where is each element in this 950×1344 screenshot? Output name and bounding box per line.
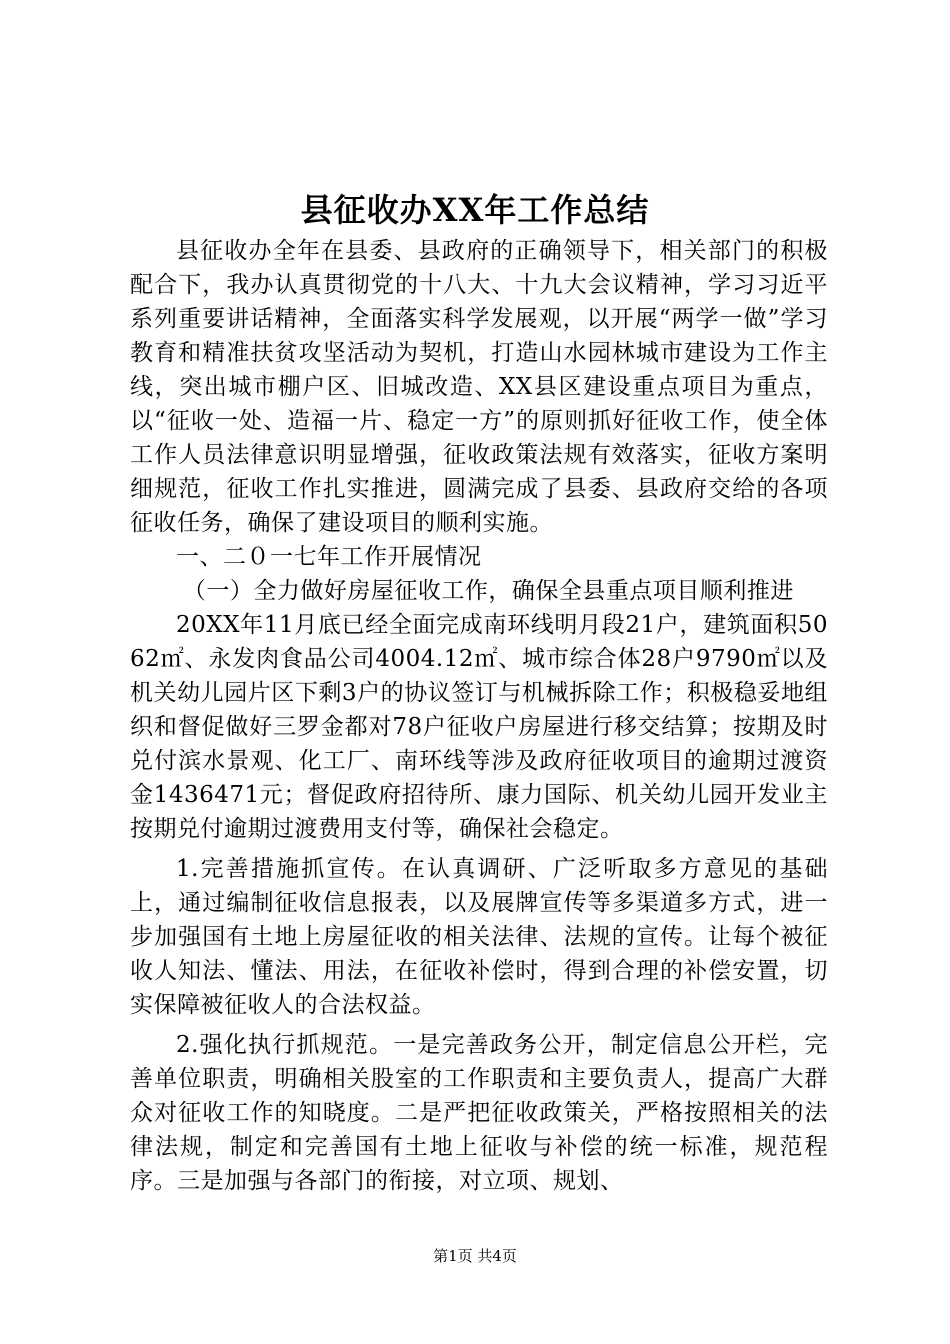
section-heading: 一、二０一七年工作开展情况: [176, 544, 482, 570]
paragraph-publicity: 1.完善措施抓宣传。在认真调研、广泛听取多方意见的基础上，通过编制征收信息报表，以及展牌宣传等多渠道多方式，进一步加强国有土地上房屋征收的相关法律、法规的宣传。让每个被征收人知法、懂法、用法，在征收补偿时，得到合理的补偿安置，切实保障被征收人的合法权益。: [130, 856, 828, 1018]
paragraph-intro: 县征收办全年在县委、县政府的正确领导下，相关部门的积极配合下，我办认真贯彻党的十八大、十九大会议精神，学习习近平系列重要讲话精神，全面落实科学发展观，以开展“两学一做”学习教育和精准扶贫攻坚活动为契机，打造山水园林城市建设为工作主线，突出城市棚户区、旧城改造、XX县区建设重点项目为重点，以“征收一处、造福一片、稳定一方”的原则抓好征收工作，使全体工作人员法律意识明显增强，征收政策法规有效落实，征收方案明细规范，征收工作扎实推进，圆满完成了县委、县政府交给的各项征收任务，确保了建设项目的顺利实施。: [130, 238, 828, 536]
paragraph-regulation: 2.强化执行抓规范。一是完善政务公开，制定信息公开栏，完善单位职责，明确相关股室的工作职责和主要负责人，提高广大群众对征收工作的知晓度。二是严把征收政策关，严格按照相关的法律法规，制定和完善国有土地上征收与补偿的统一标准，规范程序。三是加强与各部门的衔接，对立项、规划、: [130, 1032, 828, 1194]
paragraph-progress: 20XX年11月底已经全面完成南环线明月段21户，建筑面积5062㎡、永发肉食品公司4004.12㎡、城市综合体28户9790㎡以及机关幼儿园片区下剩3户的协议签订与机械拆除工作；积极稳妥地组织和督促做好三罗金都对78户征收户房屋进行移交结算；按期及时兑付滨水景观、化工厂、南环线等涉及政府征收项目的逾期过渡资金1436471元；督促政府招待所、康力国际、机关幼儿园开发业主按期兑付逾期过渡费用支付等，确保社会稳定。: [130, 612, 828, 842]
page-footer: 第1页 共4页: [433, 1247, 517, 1265]
document-body: [130, 234, 828, 1198]
document-title: 县征收办XX年工作总结: [300, 191, 650, 229]
subsection-heading: （一）全力做好房屋征收工作，确保全县重点项目顺利推进: [182, 578, 794, 604]
